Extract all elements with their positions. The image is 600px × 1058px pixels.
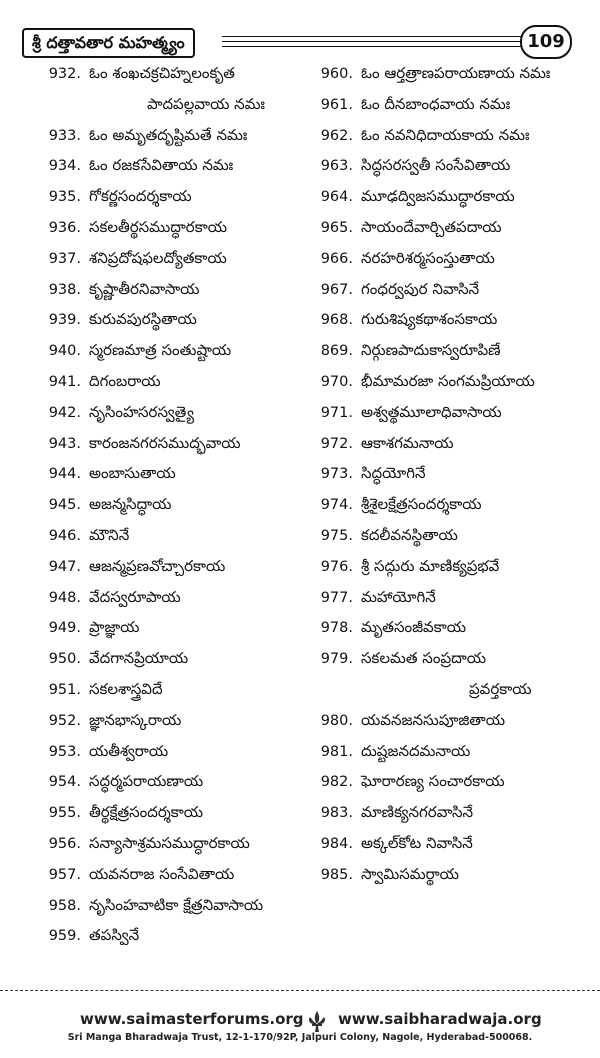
list-item bbox=[25, 680, 163, 702]
entry-name: మౌనినే bbox=[89, 526, 130, 544]
list-item bbox=[25, 64, 235, 86]
entry-name: ఓం ఆర్తత్రాణపరాయణాయ నమః bbox=[361, 64, 551, 82]
entry-name: తీర్థక్షేత్రసందర్శకాయ bbox=[89, 803, 204, 822]
entry-name: వేదస్వరూపాయ bbox=[89, 587, 181, 606]
entry-name: గంధర్వపుర నివాసినే bbox=[361, 279, 480, 298]
footer-trust-address: Sri Manga Bharadwaja Trust, 12-1-170/92P, Jalpuri Colony, Nagole, Hyderabad-500068. bbox=[67, 1032, 533, 1043]
entry-number: 933. bbox=[48, 127, 81, 144]
list-item bbox=[25, 926, 139, 948]
entry-name: కారంజనగరసముద్భవాయ bbox=[89, 433, 241, 452]
entry-number: 965. bbox=[320, 220, 353, 236]
entry-name: స్వామిసమర్థాయ bbox=[361, 864, 459, 883]
footer-divider bbox=[0, 990, 600, 991]
list-item bbox=[297, 156, 510, 178]
list-item bbox=[25, 803, 203, 825]
list-item bbox=[297, 834, 473, 856]
entry-name: సకలతీర్థసముద్ధారకాయ bbox=[89, 218, 228, 236]
list-item bbox=[25, 403, 194, 425]
entry-number: 967. bbox=[320, 281, 353, 298]
entry-name: నిర్గుణపాదుకాస్వరూపిణే bbox=[361, 341, 501, 360]
entry-name: ఓం శంఖచక్రచిహ్నలంకృత bbox=[89, 64, 235, 82]
entry-number: 935. bbox=[48, 189, 81, 206]
entry-number: 979. bbox=[320, 651, 353, 668]
entry-number: 962. bbox=[320, 127, 353, 144]
entry-name: వేదగానప్రియాయ bbox=[89, 649, 189, 668]
entry-number: 946. bbox=[48, 528, 81, 544]
list-item bbox=[297, 434, 454, 456]
list-item bbox=[25, 187, 192, 209]
entry-name: యవనజనసుపూజితాయ bbox=[361, 710, 505, 729]
entry-number: 975. bbox=[320, 528, 353, 544]
list-item bbox=[297, 403, 502, 425]
list-item bbox=[297, 865, 459, 887]
header-rule bbox=[222, 41, 522, 42]
entry-number: 968. bbox=[320, 312, 353, 329]
entry-number: 954. bbox=[48, 774, 81, 791]
entry-name-continuation: పాదపల్లవాయ నమః bbox=[147, 94, 265, 113]
list-item bbox=[25, 526, 129, 548]
entry-number: 943. bbox=[48, 435, 81, 452]
list-item bbox=[25, 280, 199, 302]
entry-name: నృసింహసరస్వత్యై bbox=[89, 402, 195, 421]
entry-name: యతీశ్వరాయ bbox=[89, 741, 169, 760]
page-number: 109 bbox=[520, 25, 572, 59]
entry-name: మృతసంజీవకాయ bbox=[361, 618, 467, 637]
entry-number: 948. bbox=[48, 589, 81, 606]
footer-website-left: www.saimasterforums.org bbox=[80, 1010, 304, 1028]
entry-name: ఓం నవనిధిదాయకాయ నమః bbox=[361, 125, 530, 144]
header-rule bbox=[222, 46, 522, 47]
entry-number: 973. bbox=[320, 466, 353, 483]
entry-number: 959. bbox=[48, 928, 81, 945]
entry-number: 938. bbox=[48, 281, 81, 298]
entry-name: జ్ఞానభాస్కరాయ bbox=[89, 710, 182, 729]
entry-number: 944. bbox=[48, 466, 81, 483]
entry-name: సన్యాసాశ్రమసముద్ధారకాయ bbox=[89, 834, 250, 852]
entry-name: ఓం అమృతదృష్టిమతే నమః bbox=[89, 125, 248, 144]
list-item bbox=[297, 464, 426, 486]
entry-name: మహాయోగినే bbox=[361, 587, 436, 606]
list-item bbox=[25, 126, 247, 148]
list-item bbox=[25, 618, 139, 640]
entry-name: ఘోరారణ్య సంచారకాయ bbox=[361, 772, 505, 791]
list-item bbox=[297, 742, 470, 764]
entry-number: 961. bbox=[320, 96, 353, 113]
entry-name: శనిప్రదోషఫలద్యోతకాయ bbox=[89, 248, 227, 267]
entry-name: ఓం రజకసేవితాయ నమః bbox=[89, 156, 234, 175]
list-item bbox=[297, 557, 499, 579]
list-item bbox=[25, 557, 225, 579]
list-item bbox=[25, 156, 233, 178]
list-item bbox=[297, 280, 479, 302]
page-header bbox=[22, 28, 572, 58]
list-item bbox=[25, 711, 181, 733]
entry-name: మాణిక్యనగరవాసినే bbox=[361, 803, 474, 822]
list-item bbox=[297, 126, 529, 148]
entry-number: 940. bbox=[48, 343, 81, 360]
list-item bbox=[25, 772, 203, 794]
entry-name: కదలీవనస్థితాయ bbox=[361, 526, 458, 544]
entry-number: 985. bbox=[320, 866, 353, 883]
list-item bbox=[25, 464, 176, 486]
entry-number: 984. bbox=[320, 836, 353, 852]
list-item bbox=[297, 526, 458, 548]
entry-number: 958. bbox=[48, 897, 81, 914]
list-item bbox=[25, 588, 181, 610]
list-item bbox=[25, 218, 227, 240]
entry-name: తపస్వినే bbox=[89, 926, 140, 945]
entry-number: 945. bbox=[48, 497, 81, 514]
entry-name: సాయందేవార్చితపదాయ bbox=[361, 218, 502, 236]
entry-number: 981. bbox=[320, 743, 353, 760]
fleur-de-lis-icon bbox=[305, 1010, 329, 1034]
entry-number: 952. bbox=[48, 712, 81, 729]
entry-number: 971. bbox=[320, 404, 353, 421]
entry-number: 949. bbox=[48, 620, 81, 637]
entry-number: 934. bbox=[48, 158, 81, 175]
entry-number: 955. bbox=[48, 805, 81, 822]
list-item bbox=[25, 896, 263, 918]
list-item bbox=[297, 341, 501, 363]
entry-number: 951. bbox=[48, 682, 81, 698]
entry-name: ప్రాజ్ఞాయ bbox=[89, 618, 140, 637]
entry-name-continuation: ప్రవర్తకాయ bbox=[469, 680, 532, 698]
list-item bbox=[25, 865, 234, 887]
page-footer bbox=[0, 1010, 600, 1050]
list-item bbox=[297, 772, 505, 794]
list-item bbox=[297, 588, 436, 610]
list-item bbox=[297, 495, 482, 517]
list-item bbox=[297, 372, 535, 394]
entry-name: శ్రీశైలక్షేత్రసందర్శకాయ bbox=[361, 495, 482, 514]
header-rule bbox=[222, 36, 522, 37]
entry-number: 957. bbox=[48, 866, 81, 883]
entry-number: 956. bbox=[48, 836, 81, 852]
list-item bbox=[25, 310, 197, 332]
entry-number: 980. bbox=[320, 712, 353, 729]
entry-name: కృష్ణాతీరనివాసాయ bbox=[89, 279, 200, 298]
list-item bbox=[25, 249, 227, 271]
entry-number: 950. bbox=[48, 651, 81, 668]
list-item bbox=[297, 711, 505, 733]
entry-number: 960. bbox=[320, 66, 353, 82]
entry-number: 937. bbox=[48, 250, 81, 267]
list-item bbox=[25, 742, 168, 764]
list-item bbox=[297, 618, 466, 640]
entry-name: నరహరిశర్మసంస్తుతాయ bbox=[361, 248, 495, 267]
entry-number: 964. bbox=[320, 189, 353, 206]
entry-name: ఆజన్మప్రణవోచ్చారకాయ bbox=[89, 556, 226, 575]
entry-name: శ్రీ సద్గురు మాణిక్యప్రభవే bbox=[361, 556, 500, 575]
entry-number: 974. bbox=[320, 497, 353, 514]
entry-name: సకలశాస్త్రవిదే bbox=[89, 680, 163, 698]
footer-website-right: www.saibharadwaja.org bbox=[338, 1010, 542, 1028]
list-item bbox=[297, 95, 510, 117]
entry-number: 983. bbox=[320, 805, 353, 822]
entry-name: యవనరాజ సంసేవితాయ bbox=[89, 864, 235, 883]
entry-name: అక్కల్‌కోట నివాసినే bbox=[361, 834, 473, 852]
entry-number: 942. bbox=[48, 404, 81, 421]
list-item bbox=[297, 218, 502, 240]
entry-name: అంబాసుతాయ bbox=[89, 464, 176, 483]
entry-number: 941. bbox=[48, 374, 81, 390]
entry-name: స్మరణమాత్ర సంతుష్టాయ bbox=[89, 341, 232, 360]
book-title: శ్రీ దత్తావతార మహత్మ్యం bbox=[22, 28, 195, 58]
entry-name: గురుశిష్యకథాశంసకాయ bbox=[361, 310, 498, 329]
entry-name: సద్ధర్మపరాయణాయ bbox=[89, 772, 204, 791]
entry-number: 977. bbox=[320, 589, 353, 606]
entry-number: 936. bbox=[48, 220, 81, 236]
list-item bbox=[297, 187, 515, 209]
list-item bbox=[25, 834, 250, 856]
list-item bbox=[25, 341, 231, 363]
list-item bbox=[297, 649, 486, 671]
entry-number: 978. bbox=[320, 620, 353, 637]
entry-name: సకలమత సంప్రదాయ bbox=[361, 649, 486, 668]
entry-name: కురువపురస్థితాయ bbox=[89, 310, 197, 329]
entry-number: 963. bbox=[320, 158, 353, 175]
list-item bbox=[297, 64, 550, 86]
list-item bbox=[297, 803, 473, 825]
list-item bbox=[25, 372, 161, 394]
entry-name: ఓం దీనబాంధవాయ నమః bbox=[361, 94, 511, 113]
entry-name: దుష్టజనదమనాయ bbox=[361, 741, 471, 760]
entry-name: నృసింహవాటికా క్షేత్రనివాసాయ bbox=[89, 895, 264, 914]
entry-number: 939. bbox=[48, 312, 81, 329]
entry-number: 869. bbox=[320, 343, 353, 360]
entry-number: 932. bbox=[48, 66, 81, 82]
entry-number: 966. bbox=[320, 250, 353, 267]
list-item bbox=[25, 434, 241, 456]
entry-number: 976. bbox=[320, 558, 353, 575]
entry-name: సిద్ధసరస్వతీ సంసేవితాయ bbox=[361, 156, 511, 175]
entry-name: అజన్మసిద్ధాయ bbox=[89, 495, 172, 514]
entry-number: 970. bbox=[320, 374, 353, 390]
entry-name: ఆకాశగమనాయ bbox=[361, 433, 454, 452]
entry-number: 953. bbox=[48, 743, 81, 760]
entry-name: భీమామరజా సంగమప్రియాయ bbox=[361, 372, 535, 390]
entry-name: మూఢద్విజసముద్ధారకాయ bbox=[361, 187, 515, 206]
entry-name: సిద్ధయోగినే bbox=[361, 464, 426, 483]
list-item bbox=[297, 249, 495, 271]
entry-name: దిగంబరాయ bbox=[89, 372, 161, 390]
list-item bbox=[25, 495, 171, 517]
list-item bbox=[25, 649, 188, 671]
list-item bbox=[297, 310, 497, 332]
entry-name: గోకర్ణసందర్శకాయ bbox=[89, 187, 192, 206]
entry-number: 947. bbox=[48, 558, 81, 575]
entry-name: అశ్వత్థమూలాధివాసాయ bbox=[361, 402, 502, 421]
entry-number: 972. bbox=[320, 435, 353, 452]
entry-number: 982. bbox=[320, 774, 353, 791]
